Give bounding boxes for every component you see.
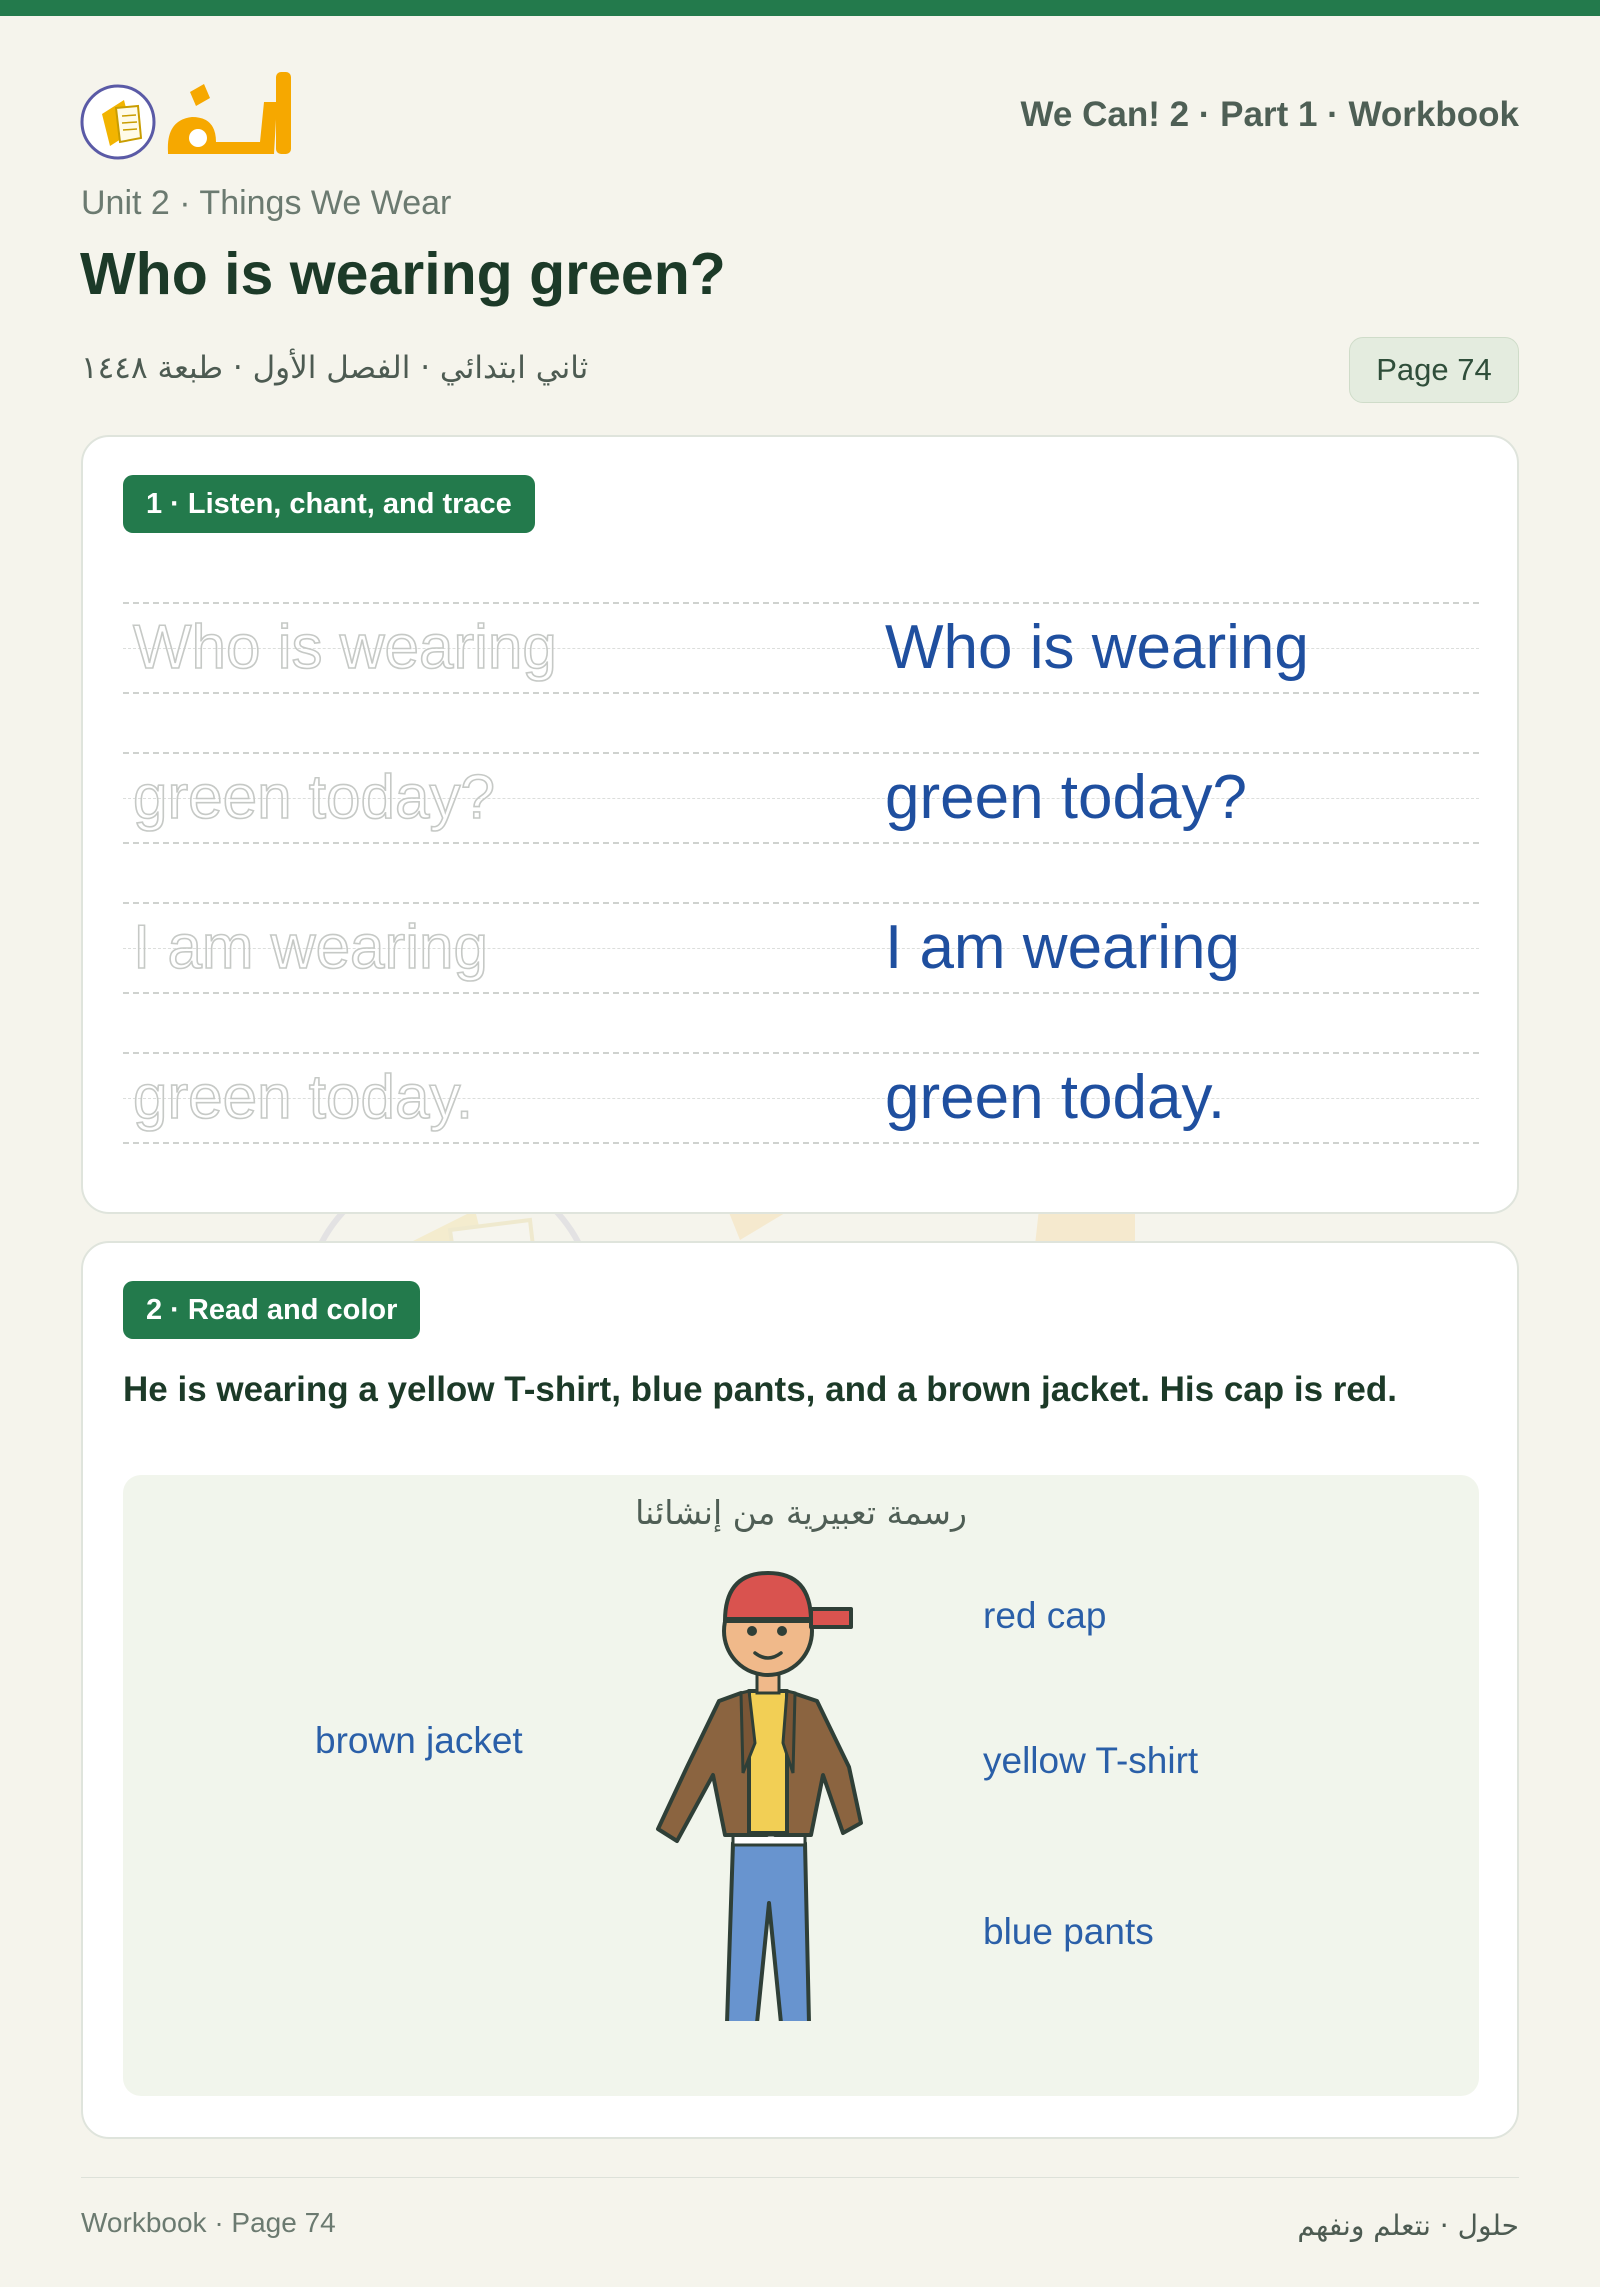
book-title: We Can! 2 · Part 1 · Workbook <box>1020 95 1519 134</box>
page-title: Who is wearing green? <box>80 241 726 307</box>
label-yellow-tshirt: yellow T-shirt <box>983 1740 1199 1781</box>
brand-logo <box>80 62 330 167</box>
coloring-area[interactable] <box>123 1475 1479 2096</box>
trace-row <box>123 752 1479 844</box>
trace-text[interactable]: I am wearing <box>133 913 488 982</box>
boy-figure[interactable] <box>655 1543 865 2021</box>
label-brown-jacket: brown jacket <box>315 1720 523 1761</box>
trace-row <box>123 1052 1479 1144</box>
trace-text[interactable]: Who is wearing <box>133 613 557 682</box>
trace-row <box>123 902 1479 994</box>
exercise-card-trace <box>81 435 1519 1214</box>
trace-text[interactable]: green today. <box>133 1063 474 1132</box>
model-text: green today? <box>885 763 1247 832</box>
tshirt-shape[interactable] <box>749 1691 787 1833</box>
section-label-trace: 1 · Listen, chant, and trace <box>123 475 535 533</box>
pants-shape[interactable] <box>727 1843 809 2021</box>
label-red-cap: red cap <box>983 1595 1107 1636</box>
model-text: Who is wearing <box>885 613 1309 682</box>
footer-tagline: حلول · نتعلم ونفهم <box>1297 2209 1519 2242</box>
exercise-card-color <box>81 1241 1519 2139</box>
label-blue-pants: blue pants <box>983 1911 1154 1952</box>
grade-semester-meta: ثاني ابتدائي · الفصل الأول · طبعة ١٤٤٨ <box>81 350 589 386</box>
trace-row <box>123 602 1479 694</box>
drawing-caption: رسمة تعبيرية من إنشائنا <box>635 1493 967 1532</box>
model-text: I am wearing <box>885 913 1240 982</box>
trace-text[interactable]: green today? <box>133 763 495 832</box>
reading-instruction: He is wearing a yellow T-shirt, blue pants, and a brown jacket. His cap is red. <box>123 1370 1397 1409</box>
model-text: green today. <box>885 1063 1226 1132</box>
top-accent-bar <box>0 0 1600 16</box>
footer-divider <box>81 2177 1519 2178</box>
section-label-color: 2 · Read and color <box>123 1281 420 1339</box>
unit-label: Unit 2 · Things We Wear <box>81 184 452 222</box>
footer-page-label: Workbook · Page 74 <box>81 2207 336 2238</box>
page-number-badge: Page 74 <box>1349 337 1519 403</box>
